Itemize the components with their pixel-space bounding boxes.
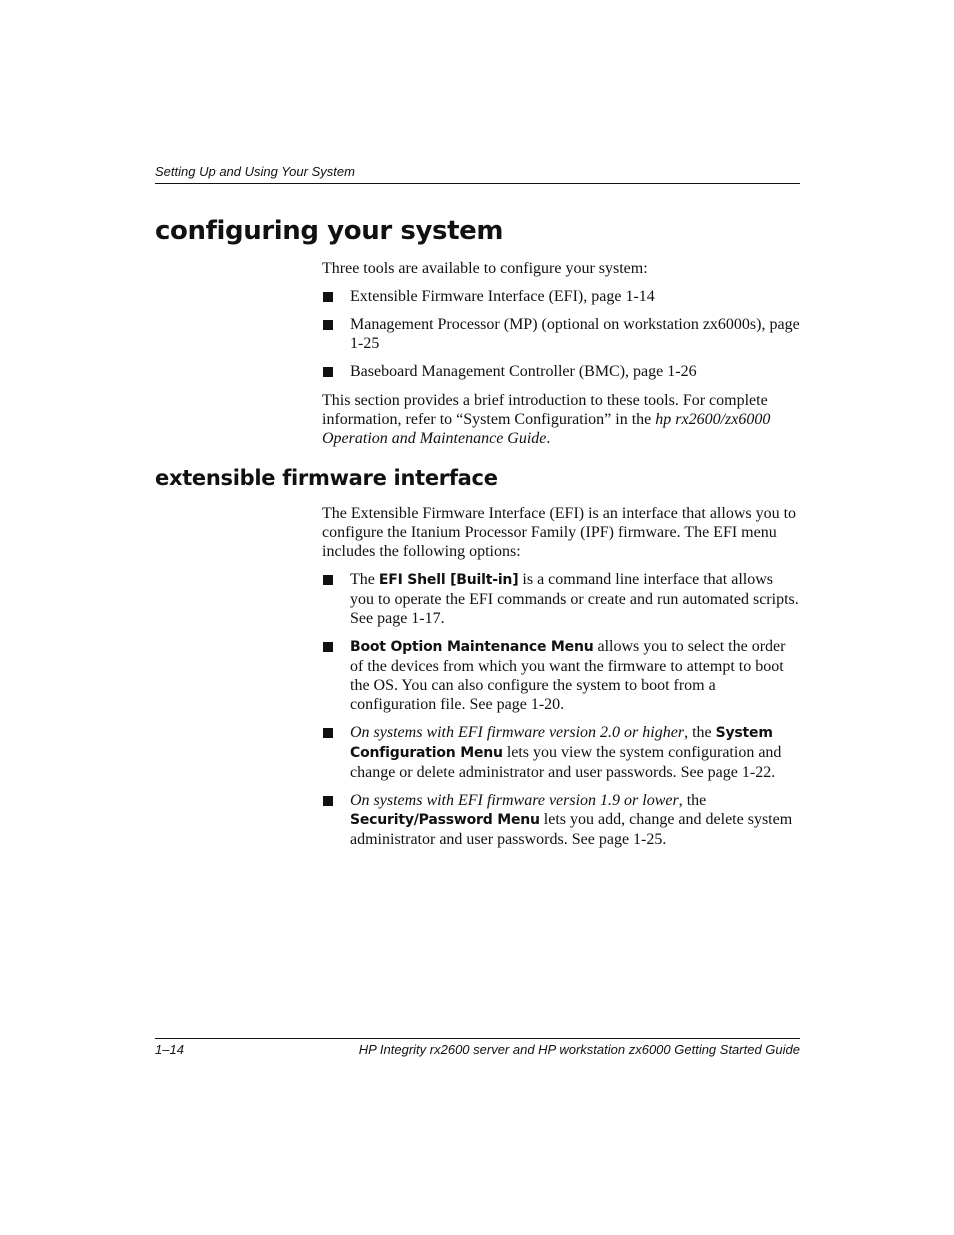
running-header: Setting Up and Using Your System [155, 164, 355, 179]
list-item [322, 362, 800, 381]
square-bullet-icon [323, 367, 333, 377]
option-pre: The [350, 571, 379, 588]
list-item-text: Management Processor (MP) (optional on workstation zx6000s), page 1-25 [350, 316, 800, 352]
list-item [322, 723, 800, 782]
book-title: HP Integrity rx2600 server and HP workstation zx6000 Getting Started Guide [358, 1042, 800, 1057]
option-post: lets you view the system configuration and change or delete administrator and user passwords. See page 1-22. [350, 744, 782, 781]
footer-rule [155, 1038, 800, 1039]
section-closing [322, 391, 800, 448]
list-item [322, 315, 800, 353]
option-condition: On systems with EFI firmware version 2.0 or higher [350, 724, 685, 741]
section-intro: Three tools are available to configure your system: [322, 260, 648, 277]
list-item [322, 287, 800, 306]
page-number: 1–14 [155, 1042, 184, 1057]
guide-title: hp rx2600/zx6000 Operation and Maintenance Guide [322, 411, 771, 447]
option-pre: , the [678, 792, 707, 809]
subsection-intro: The Extensible Firmware Interface (EFI) is an interface that allows you to configure the Itanium Processor Family (IPF) firmware. The EFI menu includes the following options: [322, 505, 797, 560]
efi-option-list [322, 570, 800, 849]
option-condition: On systems with EFI firmware version 1.9 or lower [350, 792, 679, 809]
closing-end: . [546, 430, 551, 447]
option-term: EFI Shell [Built-in] [378, 572, 519, 588]
option-term: System Configuration Menu [350, 725, 773, 761]
option-pre: , the [684, 724, 716, 741]
subsection-body [322, 504, 800, 849]
square-bullet-icon [323, 796, 333, 806]
section-title: configuring your system [155, 216, 504, 246]
option-term: Security/Password Menu [350, 812, 540, 828]
option-post: lets you add, change and delete system administrator and user passwords. See page 1-25. [350, 811, 793, 848]
square-bullet-icon [323, 320, 333, 330]
square-bullet-icon [323, 642, 333, 652]
list-item [322, 791, 800, 849]
option-term: Boot Option Maintenance Menu [350, 639, 594, 655]
list-item [322, 570, 800, 628]
section-body [322, 259, 800, 448]
tool-list [322, 287, 800, 381]
square-bullet-icon [323, 728, 333, 738]
option-post: is a command line interface that allows you to operate the EFI commands or create and run automated scripts. See page 1-17. [350, 571, 799, 627]
square-bullet-icon [323, 292, 333, 302]
square-bullet-icon [323, 575, 333, 585]
header-rule [155, 183, 800, 184]
subsection-title: extensible firmware interface [155, 466, 498, 490]
list-item-text: Extensible Firmware Interface (EFI), page 1-14 [350, 288, 655, 305]
list-item [322, 637, 800, 714]
closing-text: This section provides a brief introduction to these tools. For complete information, refer to “System Configuration” in the [322, 392, 768, 428]
list-item-text: Baseboard Management Controller (BMC), page 1-26 [350, 363, 697, 380]
option-post: allows you to select the order of the devices from which you want the firmware to attempt to boot the OS. You can also configure the system to boot from a configuration file. See page 1-20. [350, 638, 786, 713]
